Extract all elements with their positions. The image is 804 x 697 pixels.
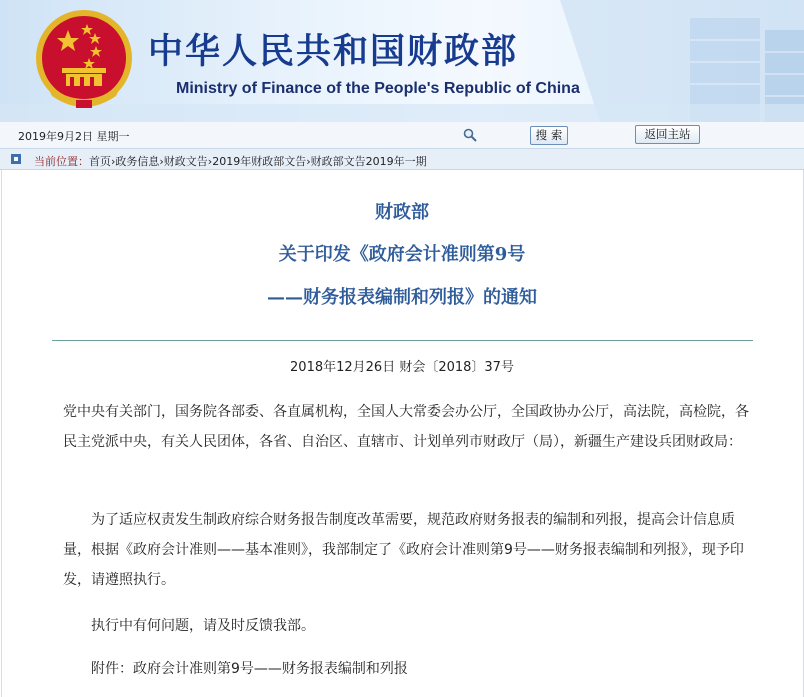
back-to-home-button[interactable]: 返回主站 bbox=[635, 125, 700, 144]
breadcrumb bbox=[0, 149, 804, 170]
breadcrumb-text bbox=[34, 153, 427, 169]
title-divider bbox=[52, 340, 753, 341]
addressees-paragraph: 党中央有关部门，国务院各部委、各直属机构，全国人大常委会办公厅，全国政协办公厅，高法院，高检院，各民主党派中央，有关人民团体，各省、自治区、直辖市、计划单列市财政厅（局），新疆生产建设兵团财政局： bbox=[63, 404, 749, 450]
top-toolbar bbox=[0, 122, 804, 149]
body-paragraph: 为了适应权责发生制政府综合财务报告制度改革需要，规范政府财务报表的编制和列报，提高会计信息质量，根据《政府会计准则——基本准则》，我部制定了《政府会计准则第9号——财务报表编制和列报》，现予印发，请遵照执行。 bbox=[63, 512, 744, 588]
national-emblem-icon bbox=[32, 6, 136, 116]
document-issuer: 财政部 bbox=[375, 202, 429, 223]
document-title-line-1: 关于印发《政府会计准则第9号 bbox=[278, 244, 526, 265]
current-date: 2019年9月2日 星期一 bbox=[18, 130, 130, 143]
attachment-link[interactable]: 附件：政府会计准则第9号——财务报表编制和列报 bbox=[91, 661, 408, 677]
site-title-english: Ministry of Finance of the People's Republic of China bbox=[176, 80, 580, 97]
search-button[interactable]: 搜 索 bbox=[530, 126, 568, 145]
site-title-chinese: 中华人民共和国财政部 bbox=[148, 31, 519, 72]
magnifier-icon bbox=[462, 127, 478, 143]
document-title-line-2: ——财务报表编制和列报》的通知 bbox=[267, 287, 537, 308]
document-number: 2018年12月26日 财会〔2018〕37号 bbox=[290, 360, 514, 375]
site-banner bbox=[0, 0, 804, 123]
feedback-paragraph: 执行中有何问题，请及时反馈我部。 bbox=[91, 618, 315, 634]
breadcrumb-path[interactable]: 首页›政务信息›财政文告›2019年财政部文告›财政部文告2019年一期 bbox=[89, 155, 427, 168]
location-pin-icon bbox=[11, 153, 23, 165]
breadcrumb-label: 当前位置： bbox=[34, 155, 89, 168]
